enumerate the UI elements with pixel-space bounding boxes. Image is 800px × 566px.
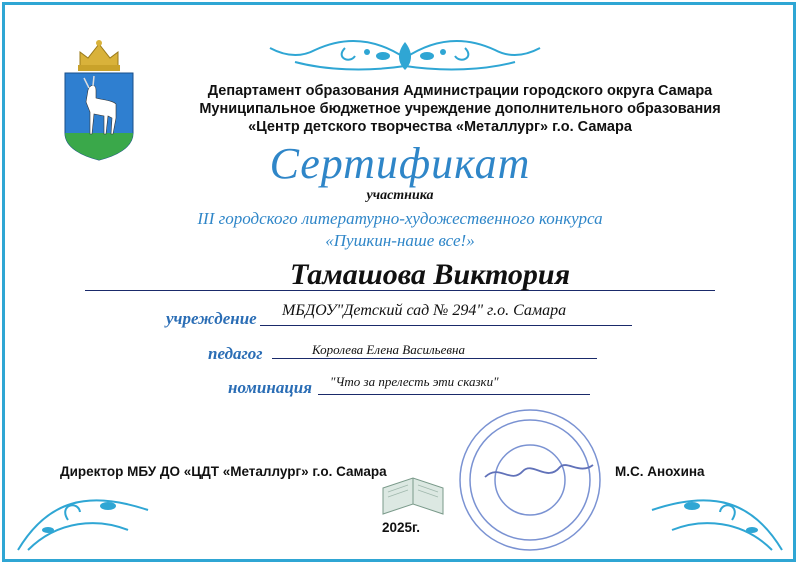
teacher-value: Королева Елена Васильевна	[312, 342, 465, 357]
institution-label: учреждение	[166, 309, 257, 328]
nomination-underline	[318, 394, 590, 395]
certificate-subtitle: участника	[366, 188, 434, 203]
nomination-label: номинация	[228, 378, 312, 397]
teacher-underline	[272, 358, 597, 359]
book-icon	[378, 468, 448, 520]
institution-underline	[260, 325, 632, 326]
teacher-label: педагог	[208, 344, 263, 363]
contest-name-line-1: III городского литературно-художественного конкурса	[197, 209, 603, 228]
certificate-title: Сертификат	[269, 139, 531, 188]
org-line-2: Муниципальное бюджетное учреждение дополнительного образования	[199, 101, 721, 117]
recipient-name: Тамашова Виктория	[289, 258, 571, 291]
org-line-3: «Центр детского творчества «Металлург» г.о. Самара	[248, 119, 632, 135]
nomination-value: "Что за прелесть эти сказки"	[330, 374, 499, 389]
issue-year: 2025г.	[382, 520, 421, 535]
org-line-1: Департамент образования Администрации городского округа Самара	[207, 83, 713, 99]
director-title: Директор МБУ ДО «ЦДТ «Металлург» г.о. Самара	[60, 464, 387, 479]
director-name: М.С. Анохина	[615, 464, 705, 479]
contest-name-line-2: «Пушкин-наше все!»	[325, 231, 475, 250]
top-ornament	[255, 28, 555, 78]
official-stamp	[455, 405, 605, 555]
institution-value: МБДОУ"Детский сад № 294" г.о. Самара	[282, 302, 567, 319]
